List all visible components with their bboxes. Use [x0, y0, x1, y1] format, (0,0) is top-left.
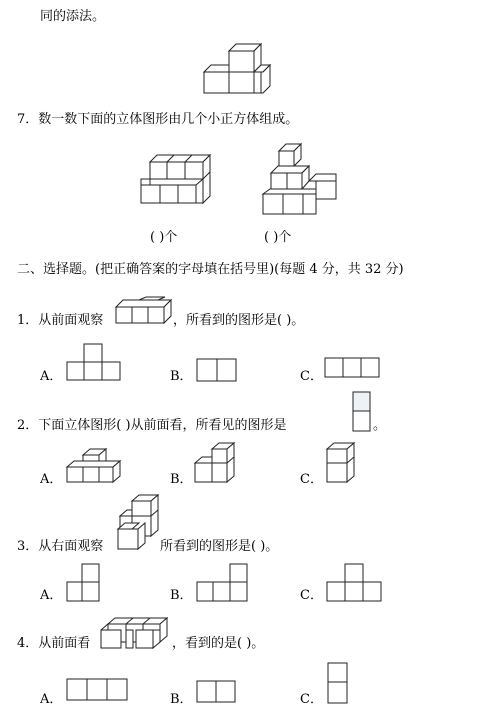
- q6-tail-text: 同的添法。: [40, 9, 106, 24]
- q3-option-a-figure[interactable]: [66, 563, 102, 603]
- q2-option-c-figure[interactable]: [326, 442, 356, 484]
- q1-option-c-label[interactable]: C．: [300, 369, 323, 384]
- q3-cube-figure: [114, 494, 160, 552]
- q4-option-c-figure[interactable]: [327, 662, 349, 706]
- q3-text-pre: 3．从右面观察: [17, 539, 104, 554]
- q4-option-c-label[interactable]: C．: [300, 692, 323, 707]
- q4-option-b-figure[interactable]: [196, 680, 238, 704]
- q2-text-end: 。: [373, 418, 387, 433]
- q1-option-b-figure[interactable]: [196, 358, 238, 383]
- q2-reference-figure: [352, 391, 372, 433]
- q1-text-post: ，所看到的图形是( )。: [173, 313, 305, 328]
- q7-blank-2[interactable]: ( )个: [264, 230, 292, 245]
- q3-option-a-label[interactable]: A．: [40, 588, 63, 603]
- q4-cube-figure: [100, 617, 170, 651]
- q3-option-c-label[interactable]: C．: [300, 588, 323, 603]
- q2-option-a-label[interactable]: A．: [40, 472, 63, 487]
- q1-cube-figure: [115, 297, 173, 327]
- q4-option-b-label[interactable]: B．: [170, 692, 193, 707]
- q4-text-post: ，看到的是( )。: [172, 636, 265, 651]
- q2-option-b-figure[interactable]: [194, 442, 236, 484]
- section2-heading: 二、选择题。(把正确答案的字母填在括号里)(每题 4 分，共 32 分): [17, 262, 404, 277]
- q1-option-c-figure[interactable]: [324, 357, 382, 379]
- q4-option-a-label[interactable]: A．: [40, 692, 63, 707]
- q7-figure-2: [261, 144, 339, 216]
- q1-text-pre: 1．从前面观察: [17, 313, 104, 328]
- q2-option-c-label[interactable]: C．: [300, 472, 323, 487]
- q3-option-c-figure[interactable]: [326, 563, 384, 603]
- q1-option-b-label[interactable]: B．: [170, 369, 193, 384]
- q4-option-a-figure[interactable]: [66, 678, 130, 702]
- q7-blank-1[interactable]: ( )个: [150, 230, 178, 245]
- q7-figure-1: [140, 155, 212, 205]
- q3-option-b-label[interactable]: B．: [170, 588, 193, 603]
- q1-option-a-figure[interactable]: [66, 343, 122, 383]
- q3-text-post: 所看到的图形是( )。: [160, 539, 279, 554]
- q2-option-a-figure[interactable]: [66, 448, 122, 484]
- q4-text-pre: 4．从前面看: [17, 636, 91, 651]
- q7-text: 7．数一数下面的立体图形由几个小正方体组成。: [17, 112, 299, 127]
- q1-option-a-label[interactable]: A．: [40, 369, 63, 384]
- q2-option-b-label[interactable]: B．: [170, 472, 193, 487]
- q2-text: 2．下面立体图形( )从前面看，所看见的图形是: [17, 418, 287, 433]
- q6-cube-figure: [203, 40, 273, 97]
- q3-option-b-figure[interactable]: [196, 563, 250, 603]
